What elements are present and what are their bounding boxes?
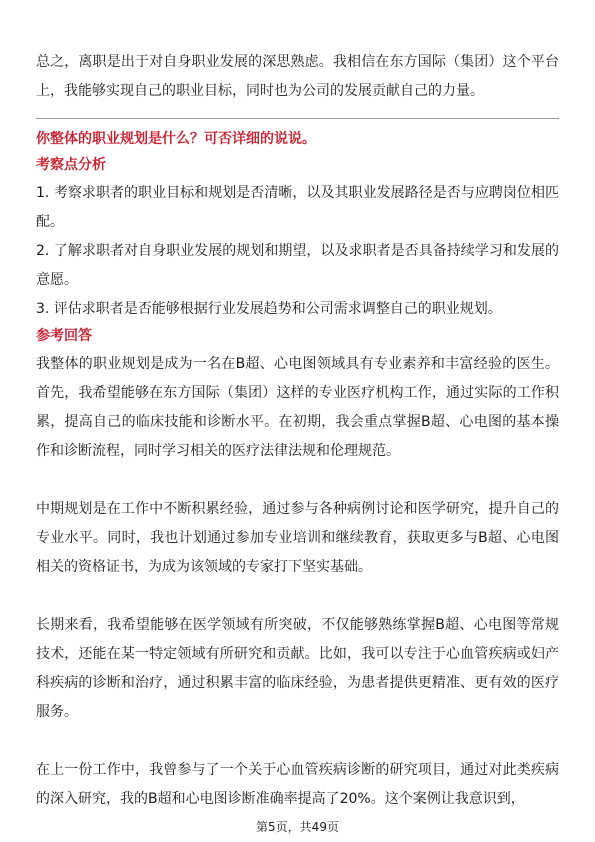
answer-paragraph-1: 我整体的职业规划是成为一名在B超、心电图领域具有专业素养和丰富经验的医生。首先，我希望能够在东方国际（集团）这样的专业医疗机构工作，通过实际的工作积累，提高自己的临床技能和诊断水平。在初期，我会重点掌握B超、心电图的基本操作和诊断流程，同时学习相关的医疗法律法规和伦理规范。 <box>36 356 559 459</box>
analysis-item-2: 2. 了解求职者对自身职业发展的规划和期望，以及求职者是否具备持续学习和发展的意愿。 <box>36 243 559 288</box>
answer-paragraph-4: 在上一份工作中，我曾参与了一个关于心血管疾病诊断的研究项目，通过对此类疾病的深入研究，我的B超和心电图诊断准确率提高了20%。这个案例让我意识到， <box>36 762 559 807</box>
analysis-item-3: 3. 评估求职者是否能够根据行业发展趋势和公司需求调整自己的职业规划。 <box>36 301 502 317</box>
analysis-heading: 考察点分析 <box>36 157 106 173</box>
answer-paragraph-3: 长期来看，我希望能够在医学领域有所突破，不仅能够熟练掌握B超、心电图等常规技术，还能在某一特定领域有所研究和贡献。比如，我可以专注于心血管疾病或妇产科疾病的诊断和治疗，通过积累丰富的临床经验，为患者提供更精准、更有效的医疗服务。 <box>36 617 559 720</box>
document-page <box>36 48 559 814</box>
question-title: 你整体的职业规划是什么？可否详细的说说。 <box>36 131 316 147</box>
paragraph-spacer <box>36 727 559 756</box>
paragraph-spacer <box>36 582 559 611</box>
paragraph-spacer <box>36 466 559 495</box>
answer-paragraph-2: 中期规划是在工作中不断积累经验，通过参与各种病例讨论和医学研究，提升自己的专业水平。同时，我也计划通过参加专业培训和继续教育，获取更多与B超、心电图相关的资格证书，为成为该领域的专家打下坚实基础。 <box>36 501 559 575</box>
analysis-item-1: 1. 考察求职者的职业目标和规划是否清晰，以及其职业发展路径是否与应聘岗位相匹配。 <box>36 185 559 230</box>
intro-paragraph: 总之，离职是出于对自身职业发展的深思熟虑。我相信在东方国际（集团）这个平台上，我能够实现自己的职业目标，同时也为公司的发展贡献自己的力量。 <box>36 54 559 99</box>
section-divider <box>36 118 559 119</box>
page-footer: 第5页，共49页 <box>256 820 339 834</box>
answer-heading: 参考回答 <box>36 328 92 344</box>
analysis-list <box>36 179 559 324</box>
